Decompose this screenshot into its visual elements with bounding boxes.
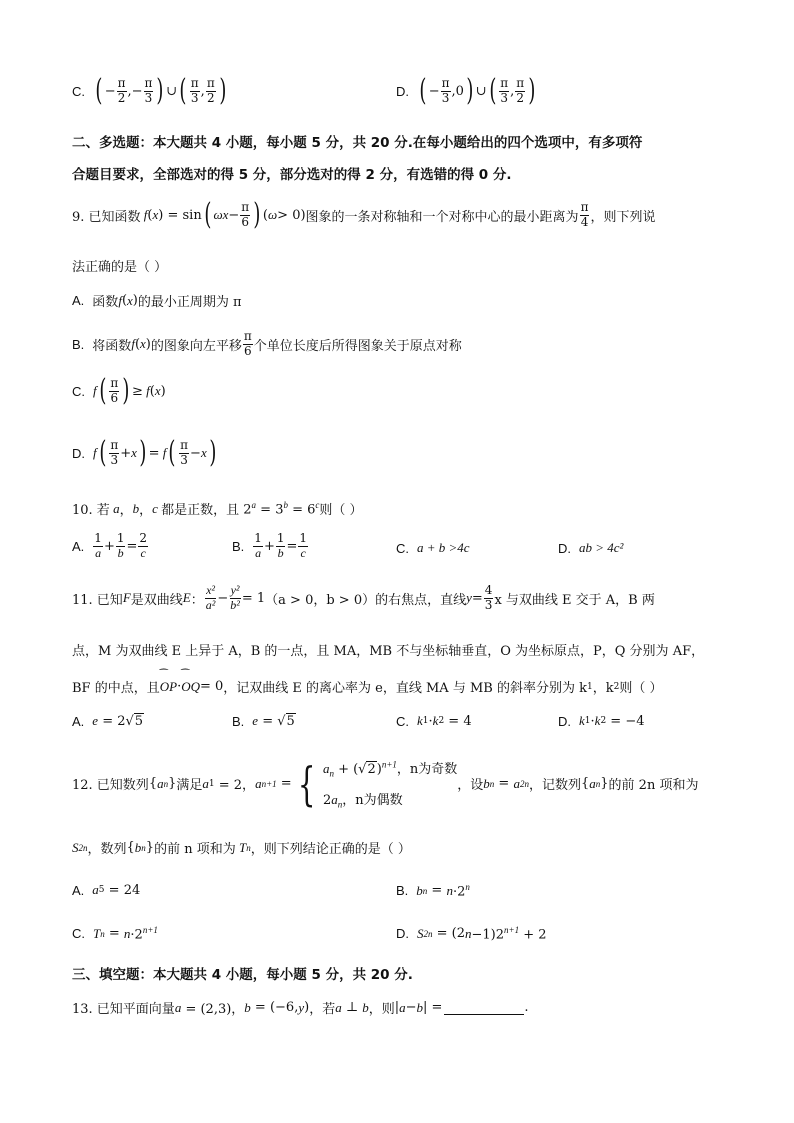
q11-stem-line-2: 点，M 为双曲线 E 上异于 A，B 的一点，且 MA，MB 不与坐标轴垂直，O 为坐标原点，P，Q 分别为 AF， bbox=[72, 644, 705, 659]
option-label: C. bbox=[72, 83, 85, 99]
section-2-heading-line-1: 二、多选题：本大题共 4 小题，每小题 5 分，共 20 分.在每小题给出的四个选项中，有多项符 bbox=[72, 135, 643, 151]
q9-stem: 9. 已知函数 f ( x ) = sin ( ωx − $\frac{\pi}{6}$ ) ( ω > 0) 图象的一条对称轴和一个对称中心的最小距离为 $\frac{\pi}{4}$ ，则下列说 bbox=[72, 197, 656, 232]
q9-option-d: D. f ( $\frac{\pi}{3}$ + x ) = f ( $\frac{\pi}{3}$ − x ) bbox=[72, 435, 217, 470]
q11-stem-line-3: BF 的中点，且 ⁀ OP · ⁀ OQ = 0 ，记双曲线 E 的离心率为 e，直线 MA 与 MB 的斜率分别为 k 1 ，k 2 则（ ） bbox=[72, 677, 662, 696]
q11-option-c: C. k 1 · k 2 = 4 bbox=[396, 713, 472, 729]
q9-option-b: B. 将函数 f ( x ) 的图象向左平移 $\frac{\pi}{6}$ 个单位长度后所得图象关于原点对称 bbox=[72, 329, 462, 358]
section-2-heading-line-2: 合题目要求，全部选对的得 5 分，部分选对的得 2 分，有选错的得 0 分. bbox=[72, 167, 512, 183]
q10-stem: 10. 若 a ， b ， c 都是正数，且 $2^a = 3^b = 6^c$ 则（ ） bbox=[72, 499, 363, 518]
q12-stem-line-2: S 2n ，数列 { b n } 的前 n 项和为 T n ，则下列结论正确的是（ ） bbox=[72, 839, 411, 857]
q8-option-c: C. ( − $\frac{\pi}{2}$ ,− $\frac{\pi}{3}$ ) ∪ ( $\frac{\pi}{3}$ , $\frac{\pi}{2}$ ) bbox=[72, 73, 227, 108]
q11-option-d: D. k 1 · k 2 = −4 bbox=[558, 713, 645, 729]
section-3-heading: 三、填空题：本大题共 4 小题，每小题 5 分，共 20 分. bbox=[72, 967, 413, 983]
q11-option-b: B. e = √5 bbox=[232, 713, 295, 729]
q10-option-d: D. ab > 4c² bbox=[558, 540, 624, 556]
q9-option-c: C. f ( $\frac{\pi}{6}$ ) ≥ f ( x ) bbox=[72, 373, 166, 408]
q8-option-d: D. ( − $\frac{\pi}{3}$ ,0 ) ∪ ( $\frac{\pi}{3}$ , $\frac{\pi}{2}$ ) bbox=[396, 73, 536, 108]
q12-option-d: D. S 2n = (2 n $-1)2^{n+1} + 2$ bbox=[396, 925, 547, 943]
q10-option-a: A. $\frac{1}{a}$ + $\frac{1}{b}$ = $\frac{2}{c}$ bbox=[72, 531, 148, 560]
q9-stem-line-2: 法正确的是（ ） bbox=[72, 260, 168, 275]
q12-option-c: C. T n = n $\cdot 2^{n+1}$ bbox=[72, 925, 158, 943]
q11-option-a: A. e = 2√5 bbox=[72, 713, 144, 729]
q9-option-a: A. 函数 f ( x ) 的最小正周期为 π bbox=[72, 292, 242, 310]
q12-option-b: B. b n = n $\cdot 2^n$ bbox=[396, 882, 470, 900]
q11-stem: 11. 已知 F 是双曲线 E ： $\frac{\text{x²}}{\text{a²}}$ − $\frac{\text{y²}}{\text{b²}}$ = 1 （a > 0，b > 0）的右焦点，直线 y = $\frac{4}{3}$ x 与双曲线 E 交于 A，B 两 bbox=[72, 583, 655, 612]
q12-option-a: A. a 5 = 24 bbox=[72, 882, 141, 898]
answer-blank[interactable] bbox=[444, 1000, 524, 1015]
q13-stem: 13. 已知平面向量 a = (2,3)， b = (−6, y ) ，若 a ⊥ b ，则 | a − b | = . bbox=[72, 999, 529, 1017]
q12-piecewise: $a_n + (√2)^{n+1}$，n为奇数 $2a_n$，n为偶数 bbox=[322, 759, 458, 810]
q10-option-c: C. a + b >4c bbox=[396, 540, 470, 556]
q10-option-b: B. $\frac{1}{a}$ + $\frac{1}{b}$ = $\frac{1}{c}$ bbox=[232, 531, 308, 560]
q12-stem: 12. 已知数列 { a n } 满足 a 1 = 2， a n+1 = { $a_n + (√2)^{n+1}$，n为奇数 $2a_n$，n为偶数 ，设 b n = a 2n ，记数列 { a n } 的前 2n 项和为 bbox=[72, 756, 699, 811]
option-label: D. bbox=[396, 83, 409, 99]
